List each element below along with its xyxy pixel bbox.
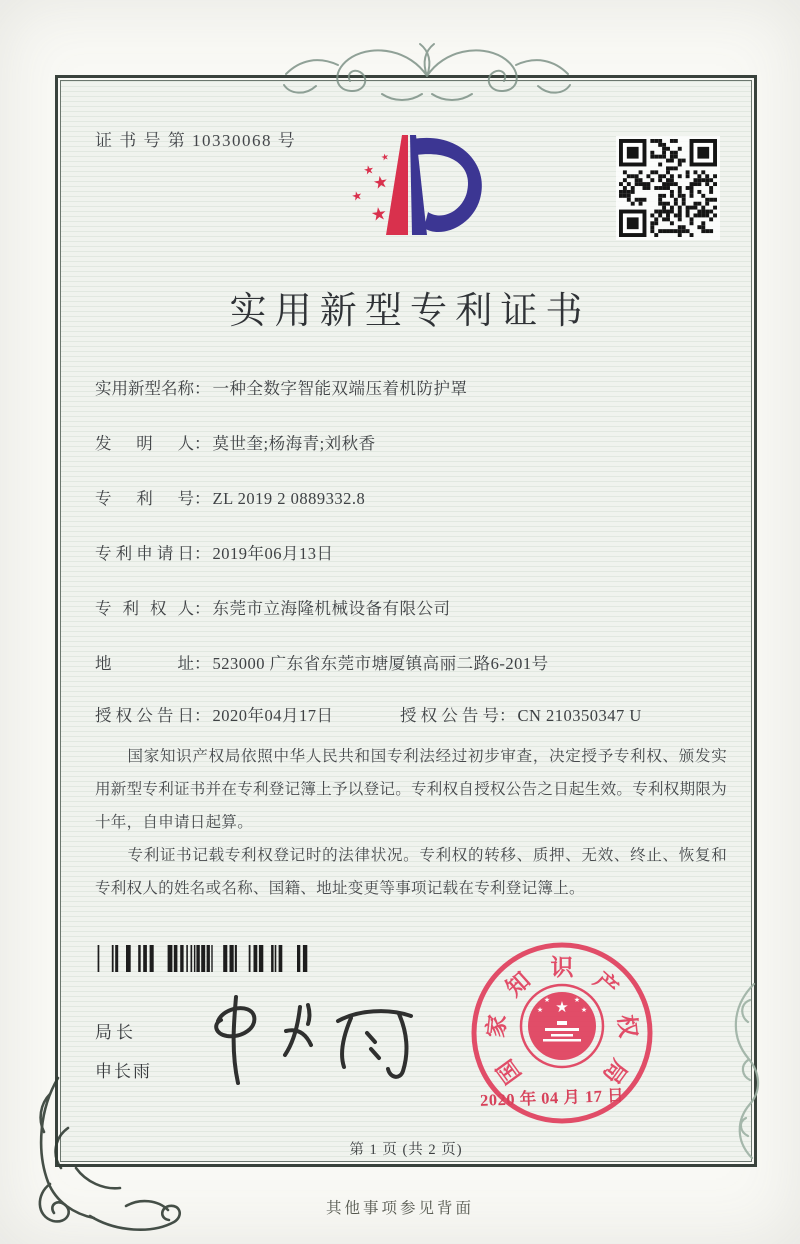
svg-text:知: 知 [501, 967, 536, 1002]
field-colon: ： [194, 654, 211, 673]
grant-no-group [400, 702, 642, 726]
certificate-border-frame [55, 75, 757, 1167]
field-row-patent-no [95, 485, 721, 509]
svg-text:权: 权 [613, 1013, 641, 1039]
field-row-grant [95, 702, 721, 726]
field-row-filing-date [95, 540, 721, 564]
official-seal [467, 938, 657, 1128]
certificate-inner-area [60, 80, 752, 1162]
field-colon: ： [194, 544, 211, 563]
cnipa-logo-icon [336, 123, 501, 258]
national-emblem-icon [521, 985, 603, 1067]
director-title: 局长 [95, 1023, 137, 1042]
grant-date-group [95, 706, 334, 725]
field-colon: ： [194, 379, 211, 398]
svg-text:★: ★ [555, 998, 569, 1016]
legal-paragraph: 国家知识产权局依照中华人民共和国专利法经过初步审查，决定授予专利权、颁发实用新型专利证书并在专利登记簿上予以登记。专利权自授权公告之日起生效。专利权期限为十年，自申请日起算。 [95, 748, 728, 831]
certificate-number: 证 书 号 第 10330068 号 [95, 131, 297, 150]
director-signature [200, 989, 425, 1089]
svg-text:产: 产 [588, 967, 623, 1002]
field-row-inventor [95, 430, 721, 454]
field-value: ZL 2019 2 0889332.8 [212, 489, 366, 508]
svg-text:★: ★ [573, 996, 581, 1004]
field-row-patentee [95, 595, 721, 619]
svg-text:★: ★ [371, 171, 391, 195]
field-label: 地址 [95, 654, 194, 673]
field-value: 一种全数字智能双端压着机防护罩 [212, 379, 468, 398]
field-label: 专利号 [95, 489, 194, 508]
seal-date: 2020 年 04 月 17 日 [479, 1085, 625, 1110]
certificate-title: 实用新型专利证书 [229, 291, 591, 332]
field-label: 专利申请日 [95, 544, 194, 563]
back-side-note: 其他事项参见背面 [325, 1200, 474, 1217]
grant-no-value: CN 210350347 U [517, 706, 642, 725]
svg-text:★: ★ [350, 187, 364, 205]
svg-text:局: 局 [598, 1054, 632, 1089]
field-colon: ： [194, 706, 211, 725]
field-colon: ： [194, 489, 211, 508]
grant-date-label: 授权公告日 [95, 706, 194, 725]
field-label: 实用新型名称 [95, 379, 194, 398]
field-value: 523000 广东省东莞市塘厦镇高丽二路6-201号 [212, 654, 549, 673]
svg-text:★: ★ [369, 202, 389, 227]
field-colon: ： [499, 706, 516, 725]
svg-text:★: ★ [543, 996, 551, 1004]
page-number: 第 1 页 (共 2 页) [349, 1142, 463, 1158]
svg-text:家: 家 [483, 1013, 511, 1039]
field-colon: ： [194, 599, 211, 618]
field-value: 2019年06月13日 [212, 544, 334, 563]
field-value: 莫世奎;杨海青;刘秋香 [212, 434, 376, 453]
svg-text:国: 国 [492, 1054, 526, 1089]
svg-text:★: ★ [536, 1006, 544, 1014]
field-value: 东莞市立海隆机械设备有限公司 [212, 599, 451, 618]
field-label: 发明人 [95, 434, 194, 453]
legal-paragraph: 专利证书记载专利权登记时的法律状况。专利权的转移、质押、无效、终止、恢复和专利权人的姓名或名称、国籍、地址变更等事项记载在专利登记簿上。 [95, 847, 727, 897]
director-name: 申长雨 [95, 1062, 152, 1081]
svg-text:识: 识 [550, 955, 574, 980]
qr-code [616, 136, 720, 240]
svg-text:★: ★ [362, 162, 376, 178]
field-label: 专利权人 [95, 599, 194, 618]
legal-text-block [95, 740, 727, 905]
barcode [95, 945, 310, 972]
field-row-address [95, 650, 721, 674]
field-colon: ： [194, 434, 211, 453]
grant-no-label: 授权公告号 [400, 706, 499, 725]
grant-date-value: 2020年04月17日 [212, 706, 334, 725]
svg-text:★: ★ [380, 152, 391, 164]
svg-text:★: ★ [580, 1006, 588, 1014]
field-row-name [95, 375, 721, 399]
